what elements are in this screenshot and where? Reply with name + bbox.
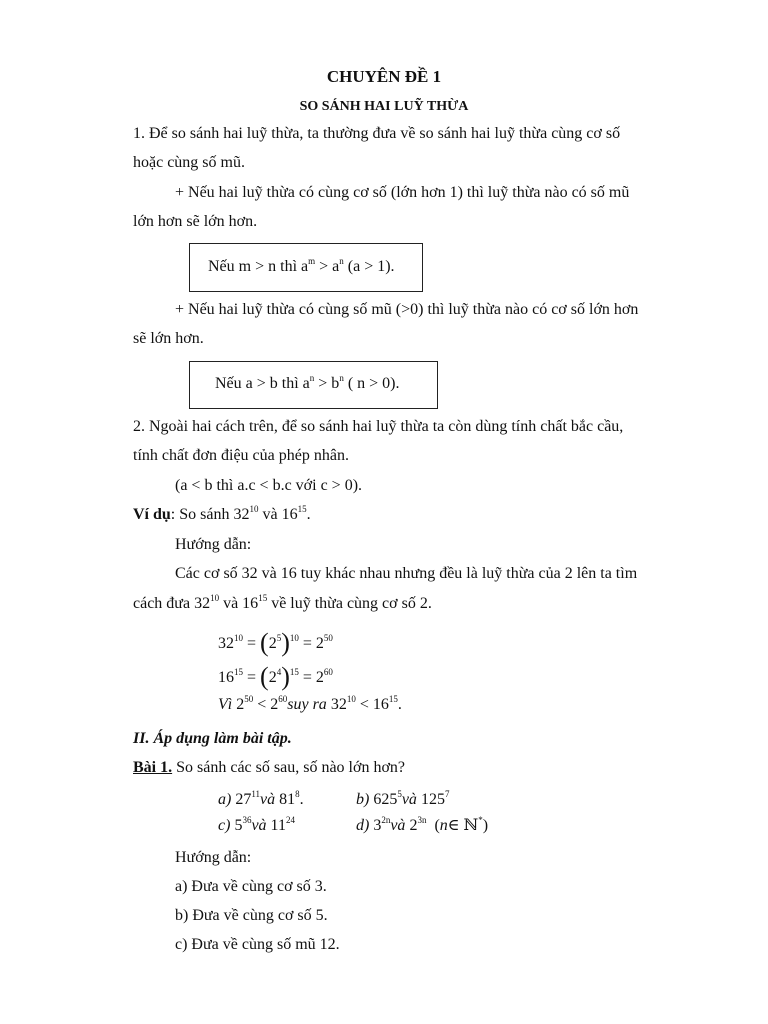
example-line: Ví dụ: So sánh $32^{10}$ và $16^{15}$. bbox=[133, 503, 311, 523]
rule2-line2: sẽ lớn hơn. bbox=[133, 330, 204, 347]
section2-line3: (a < b thì a.c < b.c với c > 0). bbox=[175, 477, 363, 494]
example-para1: Các cơ số 32 và 16 tuy khác nhau nhưng đều là luỹ thừa của 2 lên ta tìm bbox=[175, 565, 638, 582]
exercise1-hint-c: c) Đưa về cùng số mũ 12. bbox=[175, 936, 340, 953]
section1-line1: 1. Để so sánh hai luỹ thừa, ta thường đưa về so sánh hai luỹ thừa cùng cơ số bbox=[133, 125, 621, 142]
example-label: Ví dụ bbox=[133, 506, 171, 523]
exercise1-hint-a: a) Đưa về cùng cơ số 3. bbox=[175, 878, 327, 895]
exercise1-item-a: a) $27^{11}và$ $81^8$. bbox=[218, 788, 304, 808]
rule2-formula: Nếu a > b thì $a^n > b^n$ ( n > 0). bbox=[215, 372, 400, 392]
page-title: CHUYÊN ĐỀ 1 bbox=[326, 67, 442, 86]
section-apply-heading: II. Áp dụng làm bài tập. bbox=[133, 730, 292, 747]
exercise1-hint-b: b) Đưa về cùng cơ số 5. bbox=[175, 907, 328, 924]
section2-line2: tính chất đơn điệu của phép nhân. bbox=[133, 447, 349, 464]
exercise1-line: Bài 1. So sánh các số sau, số nào lớn hơn? bbox=[133, 759, 406, 776]
example-equation-2: $16^{15} = (2^4)^{15} = 2^{60}$ bbox=[218, 662, 333, 691]
exercise1-item-d: d) $3^{2n}và$ $2^{3n}$ (n∈ ℕ*) bbox=[356, 814, 489, 834]
rule1-formula-box bbox=[189, 243, 423, 292]
rule1-line1: + Nếu hai luỹ thừa có cùng cơ số (lớn hơn 1) thì luỹ thừa nào có số mũ bbox=[175, 184, 630, 201]
exercise1-item-b: b) $625^5và$ $125^7$ bbox=[356, 788, 450, 808]
example-equation-3: Vì $2^{50} < 2^{60}suy$ ra $32^{10} < 16^{15}$. bbox=[218, 693, 402, 713]
exercise1-label: Bài 1. bbox=[133, 759, 173, 776]
section2-line1: 2. Ngoài hai cách trên, để so sánh hai luỹ thừa ta còn dùng tính chất bắc cầu, bbox=[133, 418, 624, 435]
example-equation-1: $32^{10} = (2^5)^{10} = 2^{50}$ bbox=[218, 628, 333, 657]
page-subtitle: SO SÁNH HAI LUỸ THỪA bbox=[299, 99, 469, 114]
section1-line2: hoặc cùng số mũ. bbox=[133, 154, 245, 171]
rule1-line2: lớn hơn sẽ lớn hơn. bbox=[133, 213, 258, 230]
exercise1-item-c: c) $5^{36}và$ $11^{24}$ bbox=[218, 814, 295, 834]
example-para2: cách đưa $32^{10}$ và $16^{15}$ về luỹ thừa cùng cơ số 2. bbox=[133, 592, 432, 612]
rule1-formula: Nếu m > n thì $a^m > a^n$ (a > 1). bbox=[208, 255, 395, 275]
rule2-formula-box bbox=[189, 361, 438, 409]
rule2-line1: + Nếu hai luỹ thừa có cùng số mũ (>0) thì luỹ thừa nào có cơ số lớn hơn bbox=[175, 301, 639, 318]
exercise1-guide: Hướng dẫn: bbox=[175, 849, 252, 866]
example-guide: Hướng dẫn: bbox=[175, 536, 252, 553]
